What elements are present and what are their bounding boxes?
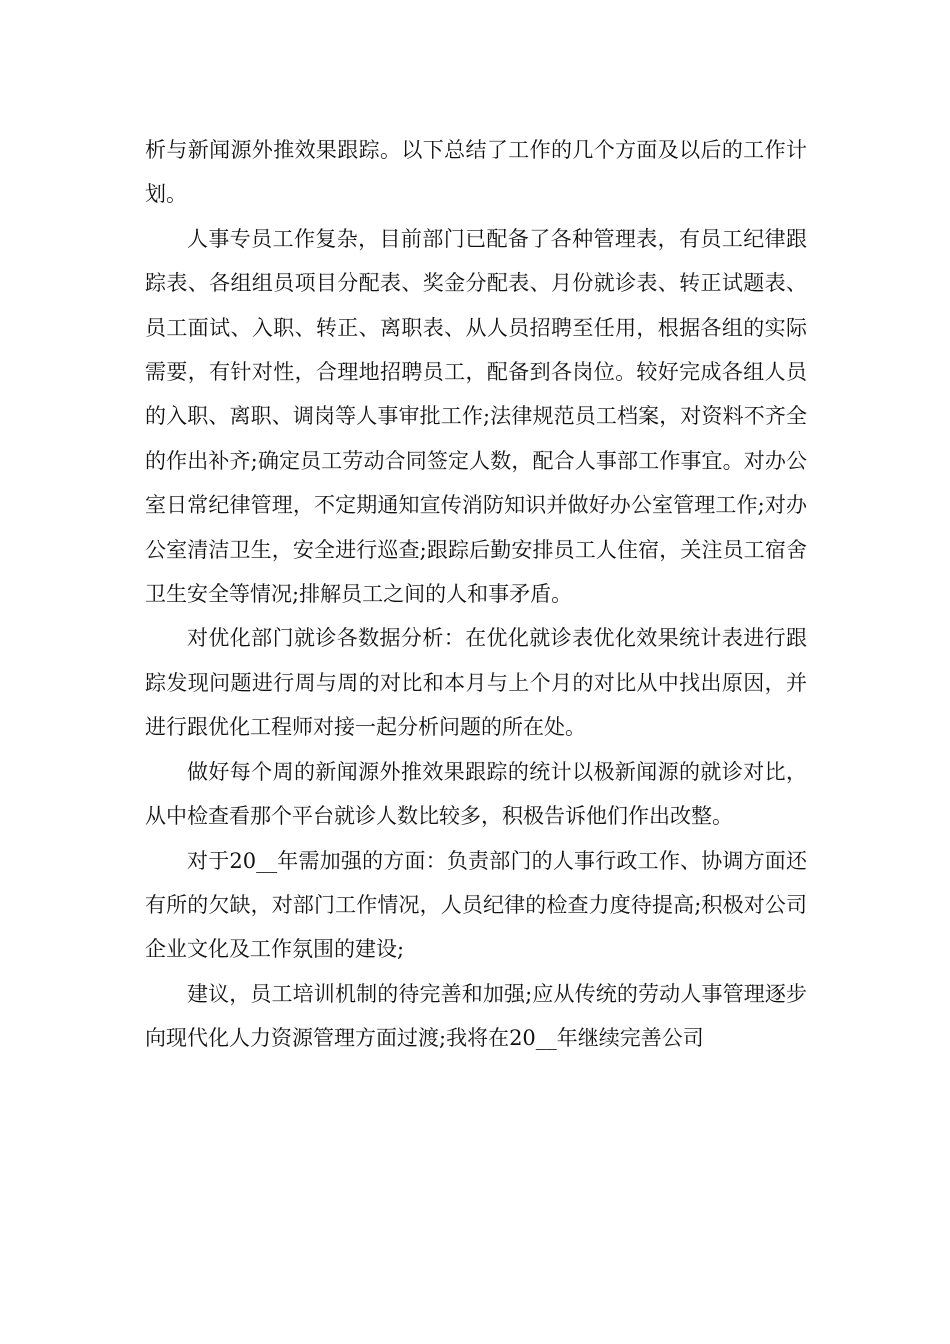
paragraph-suggestions: 建议，员工培训机制的待完善和加强;应从传统的劳动人事管理逐步向现代化人力资源管理方面过渡;我将在20__年继续完善公司 [145,981,807,1051]
paragraph-data-analysis: 对优化部门就诊各数据分析：在优化就诊表优化效果统计表进行跟踪发现问题进行周与周的对比和本月与上个月的对比从中找出原因，并进行跟优化工程师对接一起分析问题的所在处。 [145,626,807,740]
paragraph-continuation: 析与新闻源外推效果跟踪。以下总结了工作的几个方面及以后的工作计划。 [145,138,807,207]
paragraph-news-source-tracking: 做好每个周的新闻源外推效果跟踪的统计以极新闻源的就诊对比，从中检查看那个平台就诊人数比较多，积极告诉他们作出改整。 [145,759,807,829]
paragraph-hr-duties: 人事专员工作复杂，目前部门已配备了各种管理表，有员工纪律跟踪表、各组组员项目分配表、奖金分配表、月份就诊表、转正试题表、员工面试、入职、转正、离职表、从人员招聘至任用，根据各组的实际需要，有针对性，合理地招聘员工，配备到各岗位。较好完成各组人员的入职、离职、调岗等人事审批工作;法律规范员工档案，对资料不齐全的作出补齐;确定员工劳动合同签定人数，配合人事部工作事宜。对办公室日常纪律管理，不定期通知宣传消防知识并做好办公室管理工作;对办公室清洁卫生，安全进行巡查;跟踪后勤安排员工人住宿，关注员工宿舍卫生安全等情况;排解员工之间的人和事矛盾。 [145,226,807,607]
document-body [145,128,807,1061]
paragraph-improvement-areas: 对于20__年需加强的方面：负责部门的人事行政工作、协调方面还有所的欠缺，对部门工作情况，人员纪律的检查力度待提高;积极对公司企业文化及工作氛围的建设; [145,848,807,962]
